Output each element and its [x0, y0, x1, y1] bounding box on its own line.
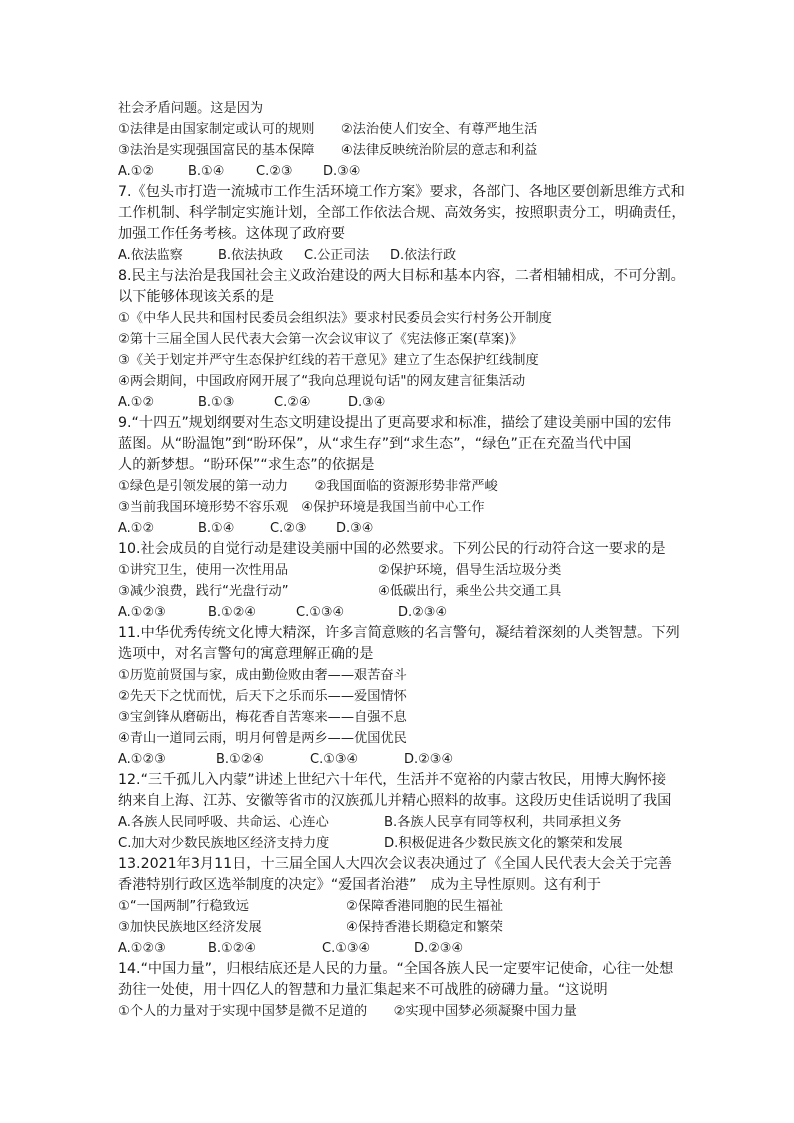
text-line: 以下能够体现该关系的是: [118, 289, 275, 305]
text-line: ①《中华人民共和国村民委员会组织法》要求村民委员会实行村务公开制度: [118, 311, 552, 326]
text-line: ③宝剑锋从磨砺出，梅花香自苦寒来——自强不息: [118, 710, 407, 725]
question-12-text: 12.“三千孤儿入内蒙”讲述上世纪六十年代，生活并不宽裕的内蒙古牧民，用博大胸怀接: [118, 772, 667, 788]
statement-pair: [118, 917, 678, 938]
question-10-text: 10.社会成员的自觉行动是建设美丽中国的必然要求。下列公民的行动符合这一要求的是: [118, 541, 666, 557]
statement: ②保护环境，倡导生活垃圾分类: [378, 563, 562, 578]
option: A.①②③: [118, 941, 166, 956]
option: C.②④: [274, 395, 311, 410]
text-line: 加强工作任务考核。这体现了政府要: [118, 226, 346, 242]
answer-options: [118, 602, 678, 623]
statement-pair: [118, 560, 678, 581]
option: D.③④: [336, 521, 374, 536]
option: C.公正司法: [304, 248, 370, 263]
option: D.②③④: [414, 941, 464, 956]
option: B.①②④: [208, 605, 257, 620]
text-line: 香港特别行政区选举制度的决定》“爱国者治港” 成为主导性原则。这有利于: [118, 877, 601, 893]
option: C.加大对少数民族地区经济支持力度: [118, 836, 330, 851]
question-9-text: 9.“十四五”规划纲要对生态文明建设提出了更高要求和标准，描绘了建设美丽中国的宏伟: [118, 415, 672, 431]
option: B.①②④: [208, 941, 257, 956]
answer-options: [118, 161, 678, 182]
question-13-text: 13.2021年3月11日，十三届全国人大四次会议表决通过了《全国人民代表大会关于完善: [118, 856, 672, 872]
statement: ④保持香港长期稳定和繁荣: [346, 920, 503, 935]
statement: ④低碳出行，乘坐公共交通工具: [378, 584, 562, 599]
option: C.①③④: [296, 605, 345, 620]
option: D.③④: [323, 164, 361, 179]
option: B.①④: [188, 164, 225, 179]
text-line: ①个人的力量对于实现中国梦是微不足道的 ②实现中国梦必须凝聚中国力量: [118, 1004, 577, 1019]
option-pair: [118, 812, 678, 833]
text-line: ②先天下之忧而忧，后天下之乐而乐——爱国情怀: [118, 689, 407, 704]
option: A.各族人民同呼吸、共命运、心连心: [118, 815, 329, 830]
option-pair: [118, 833, 678, 854]
option: B.①④: [198, 521, 235, 536]
text-line: ③《关于划定并严守生态保护红线的若干意见》建立了生态保护红线制度: [118, 353, 539, 368]
text-line: 人的新梦想。“盼环保”“求生态”的依据是: [118, 457, 375, 473]
statement-pair: [118, 896, 678, 917]
option: B.依法执政: [218, 248, 284, 263]
text-line: ①历览前贤国与家，成由勤俭败由奢——艰苦奋斗: [118, 668, 407, 683]
option: D.依法行政: [390, 248, 457, 263]
option: B.各族人民享有同等权利，共同承担义务: [384, 815, 622, 830]
statement: ③减少浪费，践行“光盘行动”: [118, 584, 289, 599]
question-7-text: 7.《包头市打造一流城市工作生活环境工作方案》要求，各部门、各地区要创新思维方式和: [118, 184, 685, 200]
option: D.积极促进各少数民族文化的繁荣和发展: [384, 836, 623, 851]
option: D.②③④: [398, 605, 448, 620]
text-line: ③法治是实现强国富民的基本保障 ④法律反映统治阶层的意志和利益: [118, 143, 538, 158]
statement: ①“一国两制”行稳致远: [118, 899, 249, 914]
option: D.③④: [348, 395, 386, 410]
option: A.①②: [118, 395, 155, 410]
text-line: 纳来自上海、江苏、安徽等省市的汉族孤儿并精心照料的故事。这段历史佳话说明了我国: [118, 793, 672, 809]
option: B.①②④: [216, 752, 265, 767]
text-line: ④两会期间，中国政府网开展了“我向总理说句话"的网友建言征集活动: [118, 374, 526, 389]
text-line: 劲往一处使，用十四亿人的智慧和力量汇集起来不可战胜的磅礴力量。“这说明: [118, 982, 608, 998]
text-line: 工作机制、科学制定实施计划，全部工作依法合规、高效务实，按照职责分工，明确责任，: [118, 205, 686, 221]
answer-options: [118, 245, 678, 266]
answer-options: [118, 749, 678, 770]
option: B.①③: [198, 395, 235, 410]
exam-page: [118, 98, 686, 1022]
question-8-text: 8.民主与法治是我国社会主义政治建设的两大目标和基本内容，二者相辅相成，不可分割。: [118, 268, 685, 284]
option: A.①②③: [118, 605, 166, 620]
answer-options: [118, 938, 678, 959]
question-14-text: 14.“中国力量”，归根结底还是人民的力量。“全国各族人民一定要牢记使命，心往一处想: [118, 961, 674, 977]
option: C.①③④: [322, 941, 371, 956]
text-line: 选项中，对名言警句的寓意理解正确的是: [118, 646, 374, 662]
option: C.②③: [256, 164, 293, 179]
statement: ③加快民族地区经济发展: [118, 920, 262, 935]
option: A.①②: [118, 164, 155, 179]
option: C.①③④: [310, 752, 359, 767]
text-line: ②第十三届全国人民代表大会第一次会议审议了《宪法修正案(草案)》: [118, 332, 523, 347]
text-line: ①绿色是引领发展的第一动力 ②我国面临的资源形势非常严峻: [118, 479, 498, 494]
option: A.①②③: [118, 752, 166, 767]
statement: ①讲究卫生，使用一次性用品: [118, 563, 289, 578]
question-11-text: 11.中华优秀传统文化博大精深，许多言简意赅的名言警句，凝结着深刻的人类智慧。下列: [118, 625, 680, 641]
answer-options: [118, 518, 678, 539]
text-line: ①法律是由国家制定或认可的规则 ②法治使人们安全、有尊严地生活: [118, 122, 538, 137]
answer-options: [118, 392, 678, 413]
text-line: ④青山一道同云雨，明月何曾是两乡——优国优民: [118, 731, 407, 746]
option: D.②③④: [404, 752, 454, 767]
statement-pair: [118, 581, 678, 602]
statement: ②保障香港同胞的民生福祉: [346, 899, 503, 914]
option: C.②③: [270, 521, 307, 536]
text-line: 社会矛盾问题。这是因为: [118, 101, 264, 116]
text-line: 蓝图。从“盼温饱”到“盼环保”，从“求生存”到“求生态”，“绿色”正在充盈当代中国: [118, 436, 632, 452]
option: A.依法监察: [118, 248, 183, 263]
text-line: ③当前我国环境形势不容乐观 ④保护环境是我国当前中心工作: [118, 500, 485, 515]
option: A.①②: [118, 521, 155, 536]
